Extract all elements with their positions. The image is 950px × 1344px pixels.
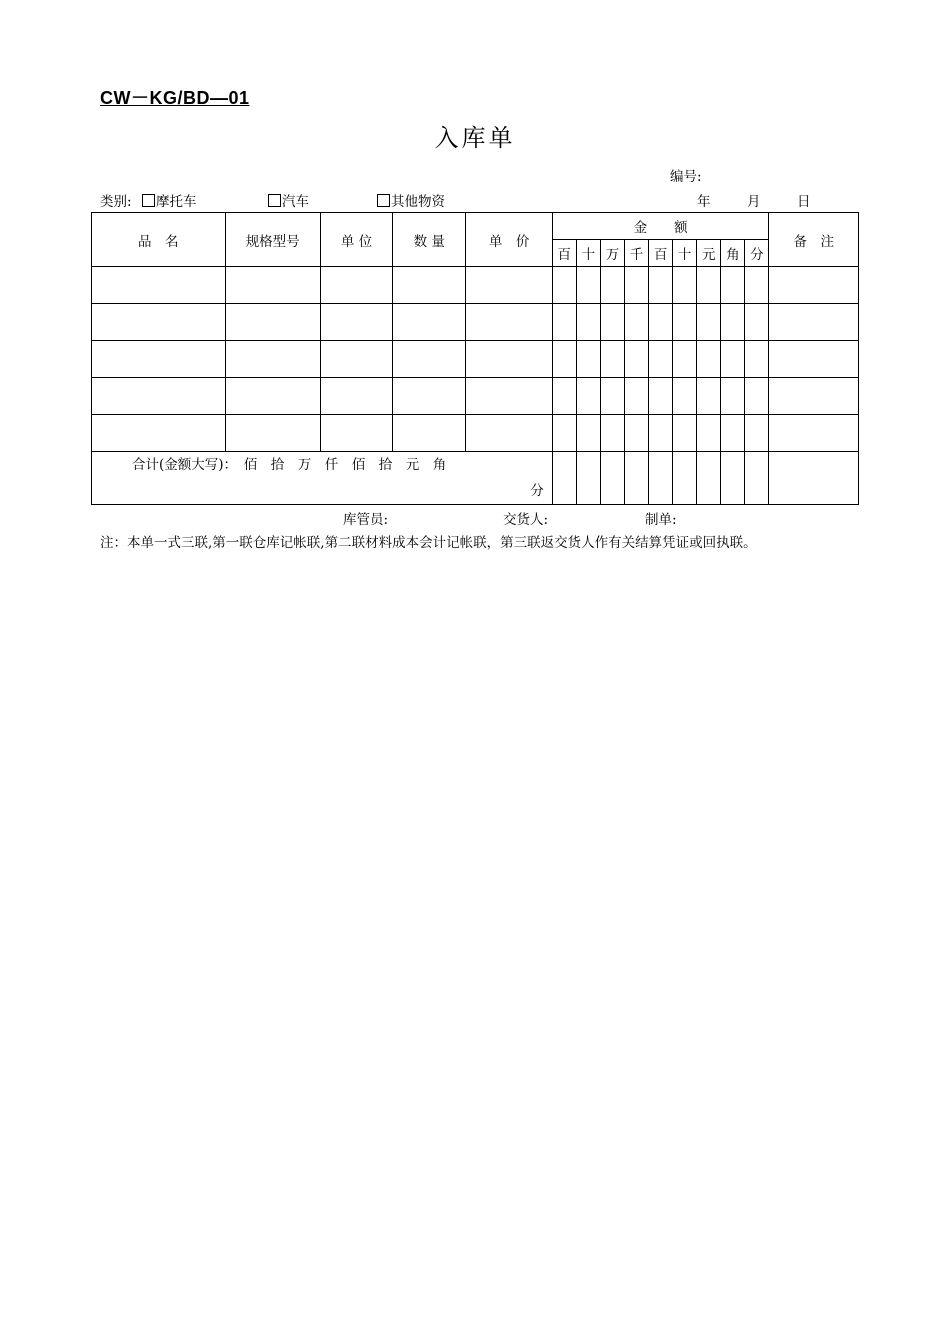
cell-name[interactable] (92, 267, 226, 304)
cell-name[interactable] (92, 304, 226, 341)
header-amount: 金 额 (552, 213, 769, 240)
cell-digit[interactable] (721, 267, 745, 304)
cell-digit[interactable] (552, 452, 576, 505)
cell-remark[interactable] (769, 304, 859, 341)
header-unit: 单 位 (320, 213, 392, 267)
total-label-line1: 合计(金额大写)： 佰 拾 万 仟 佰 拾 元 角 (132, 457, 447, 473)
cell-digit[interactable] (552, 378, 576, 415)
cell-digit[interactable] (552, 267, 576, 304)
date-month-label: 月 (747, 194, 761, 210)
digit-ten-thousand: 十 (576, 240, 600, 267)
cell-unit[interactable] (320, 304, 392, 341)
cell-digit[interactable] (600, 378, 624, 415)
cell-digit[interactable] (576, 341, 600, 378)
date-day-label: 日 (797, 194, 811, 210)
cell-digit[interactable] (673, 341, 697, 378)
checkbox-icon[interactable] (142, 194, 155, 207)
cell-unit[interactable] (320, 267, 392, 304)
cell-digit[interactable] (721, 415, 745, 452)
digit-wan: 万 (600, 240, 624, 267)
form-maker-label: 制单: (645, 512, 677, 528)
digit-thousand: 千 (624, 240, 648, 267)
cell-digit[interactable] (673, 378, 697, 415)
cell-digit[interactable] (745, 378, 769, 415)
cell-unit[interactable] (320, 415, 392, 452)
cell-price[interactable] (466, 341, 552, 378)
cell-digit[interactable] (600, 267, 624, 304)
digit-hundred-thousand: 百 (552, 240, 576, 267)
cell-spec[interactable] (225, 341, 320, 378)
cell-digit[interactable] (624, 378, 648, 415)
cell-digit[interactable] (697, 415, 721, 452)
cell-price[interactable] (466, 267, 552, 304)
cell-digit[interactable] (745, 267, 769, 304)
cell-digit[interactable] (552, 304, 576, 341)
cell-digit[interactable] (600, 415, 624, 452)
table-row (92, 341, 859, 378)
cell-digit[interactable] (576, 452, 600, 505)
table-row (92, 304, 859, 341)
cell-digit[interactable] (552, 415, 576, 452)
cell-digit[interactable] (576, 304, 600, 341)
table-row (92, 378, 859, 415)
digit-hundred: 百 (649, 240, 673, 267)
cell-digit[interactable] (552, 341, 576, 378)
cell-digit[interactable] (649, 341, 673, 378)
cell-digit[interactable] (576, 378, 600, 415)
cell-digit[interactable] (745, 341, 769, 378)
warehouse-keeper-label: 库管员: (343, 512, 389, 528)
cell-digit[interactable] (673, 452, 697, 505)
cell-digit[interactable] (673, 304, 697, 341)
cell-digit[interactable] (600, 452, 624, 505)
cell-digit[interactable] (649, 378, 673, 415)
cell-digit[interactable] (697, 267, 721, 304)
digit-fen: 分 (745, 240, 769, 267)
footnote: 注：本单一式三联,第一联仓库记帐联,第二联材料成本会计记帐联，第三联返交货人作有关结算凭证或回执联。 (100, 535, 757, 551)
cell-remark[interactable] (769, 415, 859, 452)
checkbox-icon[interactable] (268, 194, 281, 207)
cell-digit[interactable] (697, 341, 721, 378)
cell-name[interactable] (92, 415, 226, 452)
cell-quantity[interactable] (393, 415, 466, 452)
cell-digit[interactable] (697, 452, 721, 505)
cell-quantity[interactable] (393, 378, 466, 415)
digit-jiao: 角 (721, 240, 745, 267)
document-code: CW－KG/BD—01 (100, 88, 250, 108)
cell-name[interactable] (92, 378, 226, 415)
cell-digit[interactable] (721, 452, 745, 505)
category-label: 类别: (100, 194, 132, 210)
cell-digit[interactable] (697, 304, 721, 341)
cell-digit[interactable] (721, 341, 745, 378)
cell-remark[interactable] (769, 267, 859, 304)
cell-remark[interactable] (769, 378, 859, 415)
cell-digit[interactable] (649, 415, 673, 452)
category-option-motorcycle[interactable]: 摩托车 (142, 190, 197, 210)
header-spec: 规格型号 (225, 213, 320, 267)
table-row (92, 267, 859, 304)
header-remark: 备 注 (769, 213, 859, 267)
cell-digit[interactable] (649, 304, 673, 341)
cell-digit[interactable] (624, 452, 648, 505)
cell-digit[interactable] (745, 304, 769, 341)
date-year-label: 年 (697, 194, 711, 210)
category-option-car[interactable]: 汽车 (268, 190, 309, 210)
cell-digit[interactable] (624, 415, 648, 452)
total-amount-in-words-label (92, 452, 553, 505)
total-label-line2: 分 (530, 483, 544, 499)
page-title: 入库单 (434, 124, 516, 152)
cell-quantity[interactable] (393, 267, 466, 304)
cell-digit[interactable] (649, 267, 673, 304)
cell-spec[interactable] (225, 378, 320, 415)
cell-digit[interactable] (624, 304, 648, 341)
cell-quantity[interactable] (393, 304, 466, 341)
cell-unit[interactable] (320, 341, 392, 378)
cell-spec[interactable] (225, 415, 320, 452)
cell-digit[interactable] (673, 415, 697, 452)
total-row (92, 452, 859, 505)
cell-quantity[interactable] (393, 341, 466, 378)
digit-ten: 十 (673, 240, 697, 267)
cell-price[interactable] (466, 378, 552, 415)
inventory-table (91, 212, 859, 505)
cell-unit[interactable] (320, 378, 392, 415)
cell-digit[interactable] (624, 341, 648, 378)
digit-yuan: 元 (697, 240, 721, 267)
cell-digit[interactable] (673, 267, 697, 304)
checkbox-icon[interactable] (377, 194, 390, 207)
cell-digit[interactable] (576, 415, 600, 452)
cell-digit[interactable] (745, 452, 769, 505)
cell-price[interactable] (466, 415, 552, 452)
cell-digit[interactable] (600, 341, 624, 378)
table-row (92, 415, 859, 452)
cell-digit[interactable] (624, 267, 648, 304)
cell-digit[interactable] (600, 304, 624, 341)
cell-digit[interactable] (745, 415, 769, 452)
cell-digit[interactable] (721, 304, 745, 341)
cell-digit[interactable] (721, 378, 745, 415)
cell-spec[interactable] (225, 304, 320, 341)
category-option-other[interactable]: 其他物资 (377, 190, 445, 210)
cell-name[interactable] (92, 341, 226, 378)
header-name: 品 名 (92, 213, 226, 267)
cell-price[interactable] (466, 304, 552, 341)
serial-number-label: 编号: (670, 169, 702, 185)
cell-digit[interactable] (649, 452, 673, 505)
cell-digit[interactable] (576, 267, 600, 304)
cell-spec[interactable] (225, 267, 320, 304)
deliverer-label: 交货人: (503, 512, 549, 528)
header-unit-price: 单 价 (466, 213, 552, 267)
header-quantity: 数 量 (393, 213, 466, 267)
cell-remark[interactable] (769, 452, 859, 505)
cell-digit[interactable] (697, 378, 721, 415)
cell-remark[interactable] (769, 341, 859, 378)
